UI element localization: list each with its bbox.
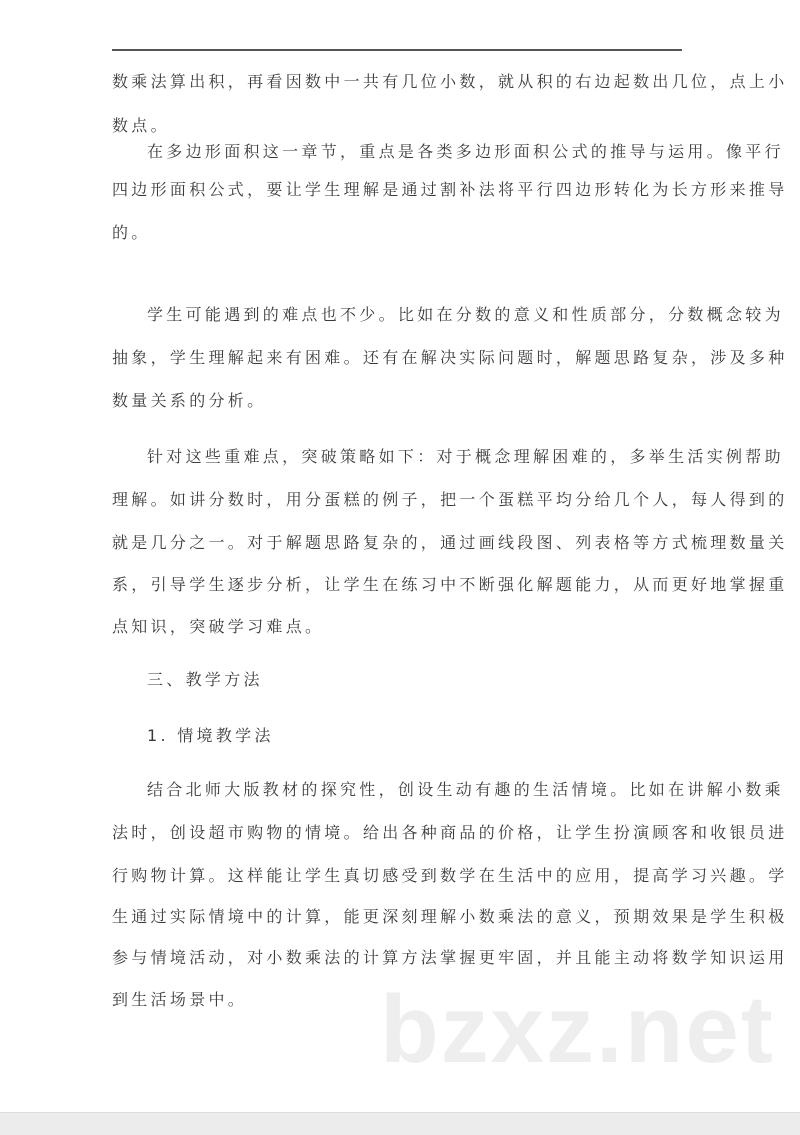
- text-line: 抽象，学生理解起来有困难。还有在解决实际问题时，解题思路复杂，涉及多种: [112, 348, 788, 367]
- text-line: 法时，创设超市购物的情境。给出各种商品的价格，让学生扮演顾客和收银员进: [112, 823, 788, 842]
- section-heading: 三、教学方法: [147, 670, 263, 689]
- text-line: 针对这些重难点，突破策略如下：对于概念理解困难的，多举生活实例帮助: [147, 447, 784, 466]
- header-rule: [112, 49, 682, 51]
- text-line: 数点。: [112, 116, 170, 135]
- text-line: 到生活场景中。: [112, 990, 248, 1009]
- text-line: 系，引导学生逐步分析，让学生在练习中不断强化解题能力，从而更好地掌握重: [112, 575, 788, 594]
- text-line: 数量关系的分析。: [112, 391, 267, 410]
- text-line: 生通过实际情境中的计算，能更深刻理解小数乘法的意义，预期效果是学生积极: [112, 907, 788, 926]
- text-line: 在多边形面积这一章节，重点是各类多边形面积公式的推导与运用。像平行: [147, 142, 784, 161]
- text-line: 学生可能遇到的难点也不少。比如在分数的意义和性质部分，分数概念较为: [147, 305, 784, 324]
- text-line: 理解。如讲分数时，用分蛋糕的例子，把一个蛋糕平均分给几个人，每人得到的: [112, 490, 788, 509]
- text-line: 四边形面积公式，要让学生理解是通过割补法将平行四边形转化为长方形来推导: [112, 180, 788, 199]
- watermark: bzxz.net: [380, 976, 775, 1083]
- subsection-heading: 1. 情境教学法: [147, 726, 274, 745]
- text-line: 的。: [112, 223, 151, 242]
- text-line: 行购物计算。这样能让学生真切感受到数学在生活中的应用，提高学习兴趣。学: [112, 866, 788, 885]
- text-line: 点知识，突破学习难点。: [112, 617, 325, 636]
- text-line: 结合北师大版教材的探究性，创设生动有趣的生活情境。比如在讲解小数乘: [147, 780, 784, 799]
- text-line: 数乘法算出积，再看因数中一共有几位小数，就从积的右边起数出几位，点上小: [112, 72, 788, 91]
- text-line: 就是几分之一。对于解题思路复杂的，通过画线段图、列表格等方式梳理数量关: [112, 533, 788, 552]
- text-line: 参与情境活动，对小数乘法的计算方法掌握更牢固，并且能主动将数学知识运用: [112, 948, 788, 967]
- page-bottom-bar: [0, 1112, 800, 1135]
